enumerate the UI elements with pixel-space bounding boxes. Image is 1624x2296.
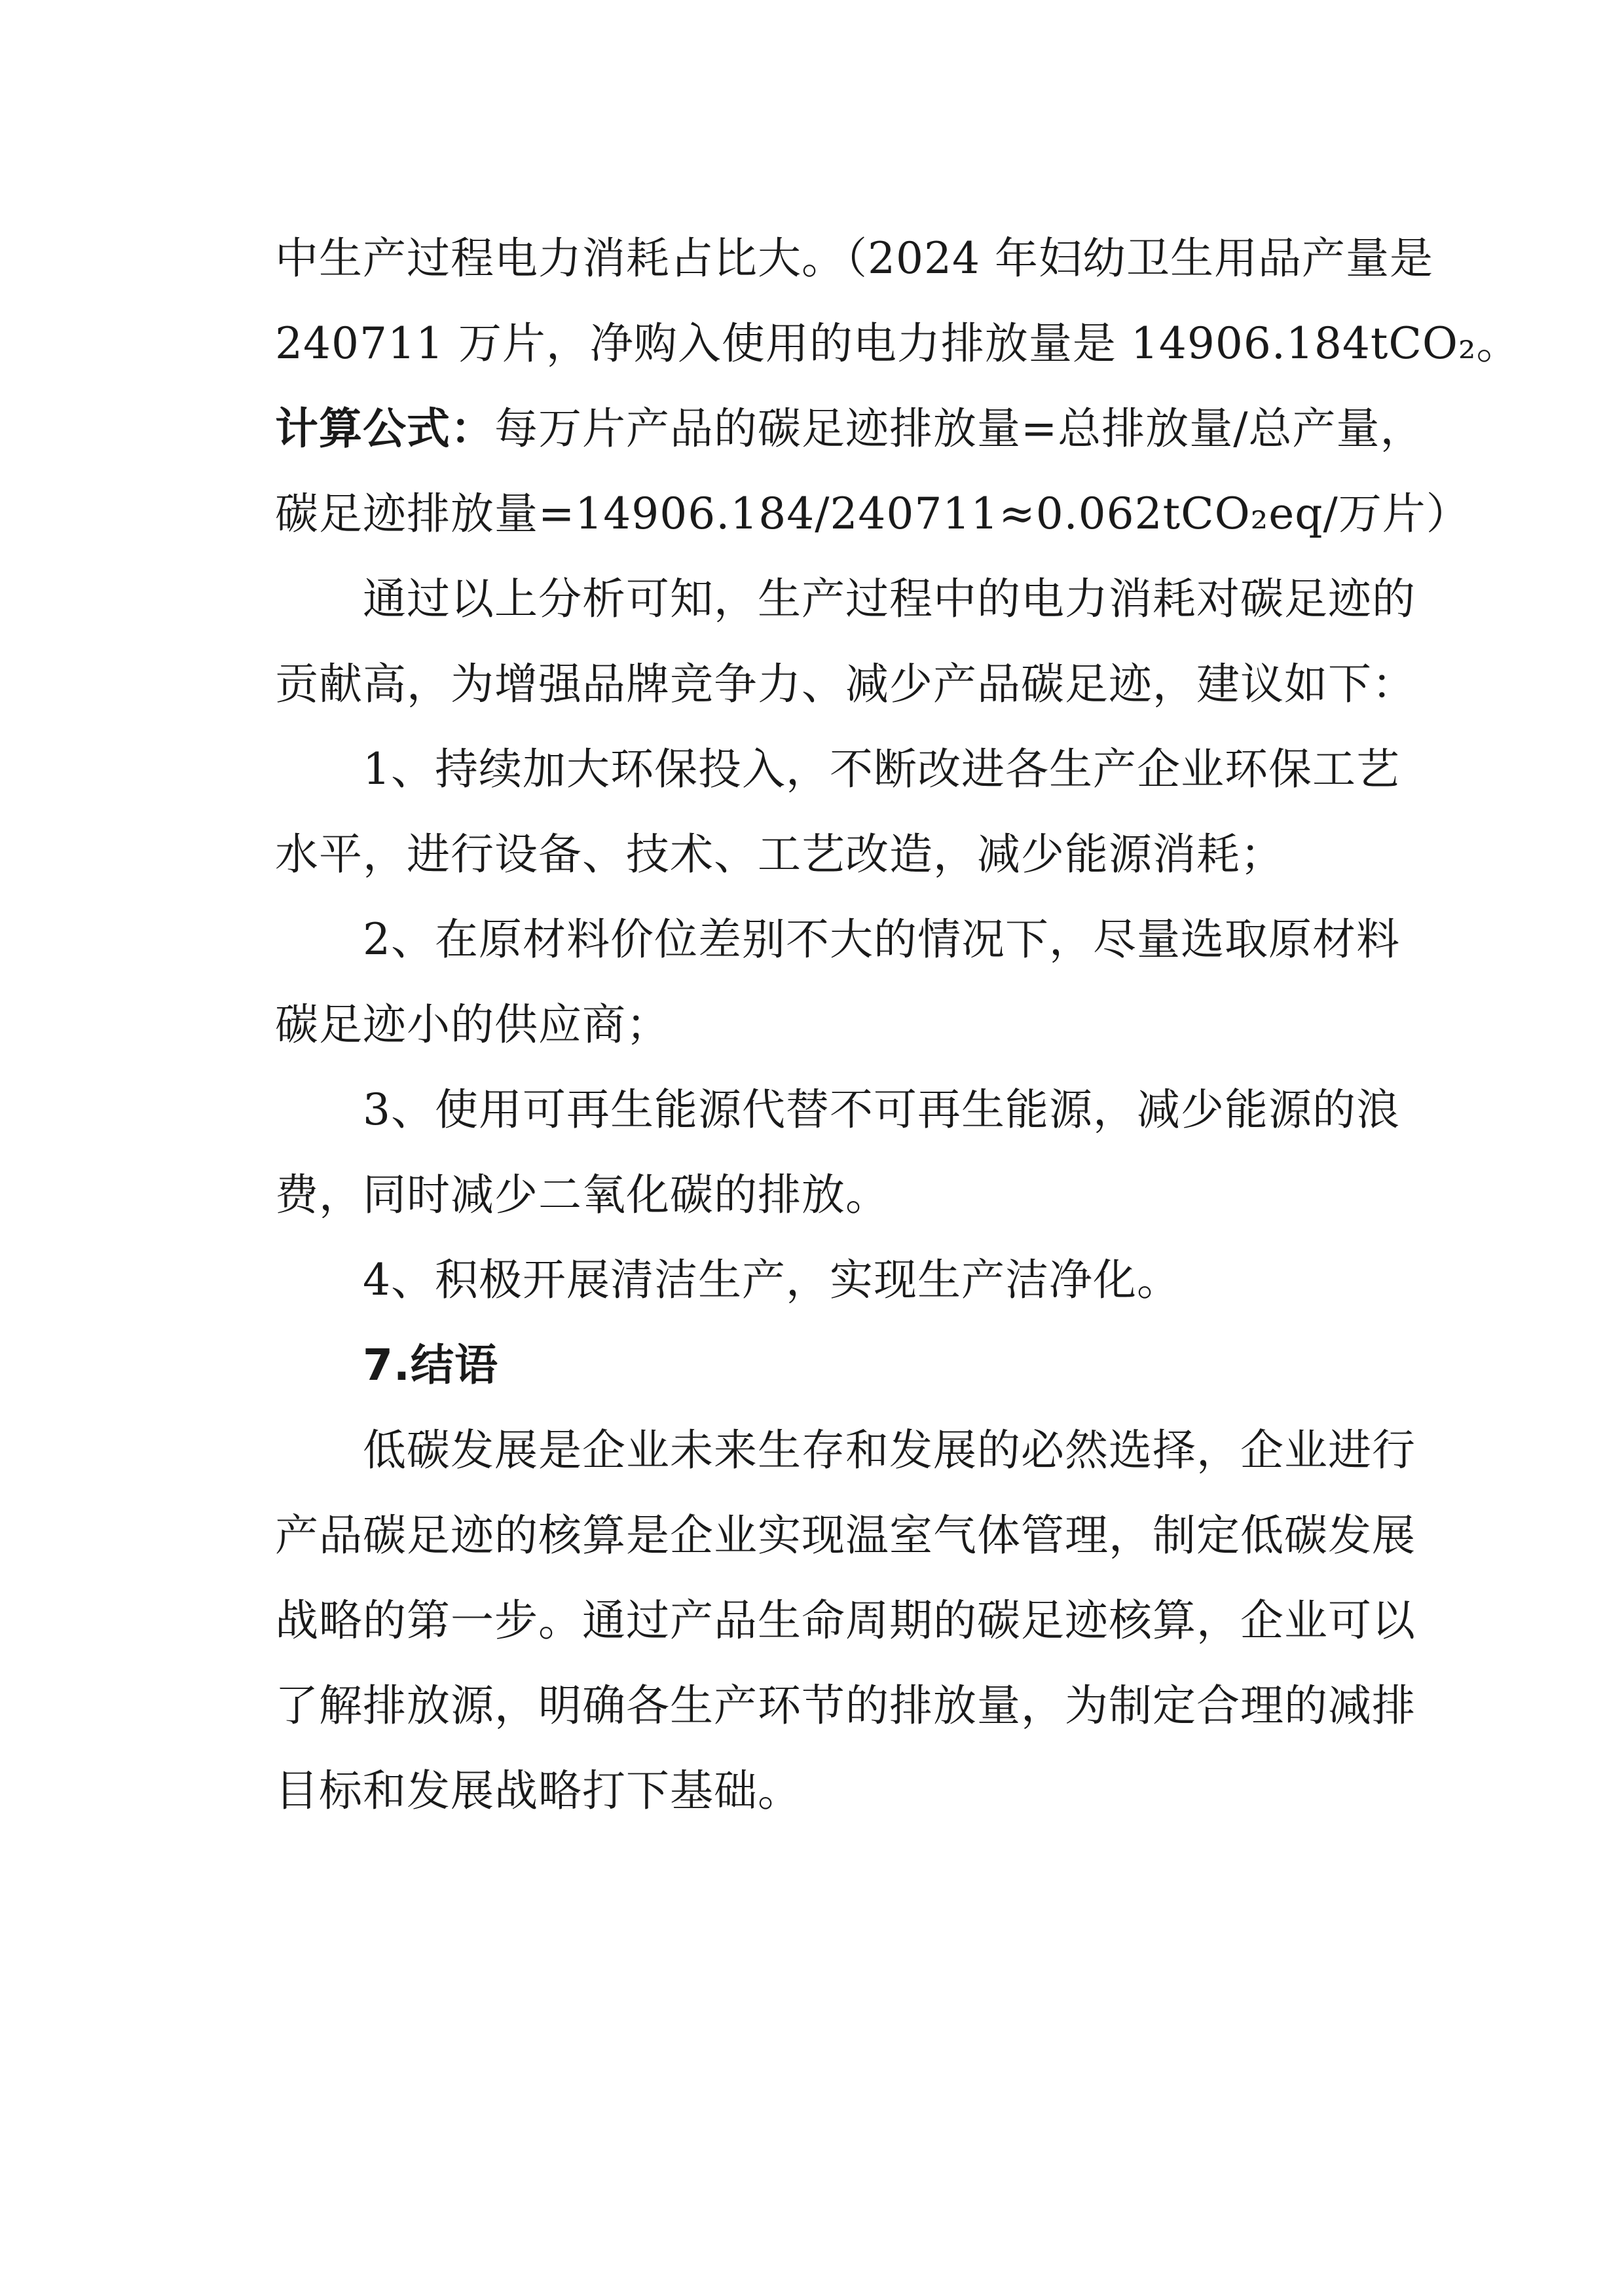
formula-result: 碳足迹排放量=14906.184/240711≈0.062tCO₂eq/万片） — [275, 489, 1470, 539]
suggestion-4: 4、积极开展清洁生产，实现生产洁净化。 — [363, 1255, 1181, 1305]
document-body — [275, 216, 1521, 1834]
formula-label: 计算公式： — [275, 403, 494, 454]
analysis-line: 通过以上分析可知，生产过程中的电力消耗对碳足迹的 — [363, 574, 1416, 624]
suggestion-1: 1、持续加大环保投入，不断改进各生产企业环保工艺 — [363, 744, 1400, 794]
suggestion-1-cont: 水平，进行设备、技术、工艺改造，减少能源消耗； — [275, 829, 1284, 880]
formula-line — [275, 386, 1424, 472]
text-line: 240711 万片，净购入使用的电力排放量是 14906.184tCO₂。 — [275, 318, 1521, 369]
conclusion-line: 战略的第一步。通过产品生命周期的碳足迹核算，企业可以 — [275, 1595, 1416, 1646]
suggestion-3: 3、使用可再生能源代替不可再生能源，减少能源的浪 — [363, 1084, 1400, 1135]
conclusion-line: 了解排放源，明确各生产环节的排放量，为制定合理的减排 — [275, 1680, 1416, 1731]
analysis-line: 贡献高，为增强品牌竞争力、减少产品碳足迹，建议如下： — [275, 659, 1416, 709]
formula-text: 每万片产品的碳足迹排放量=总排放量/总产量， — [494, 403, 1424, 454]
suggestion-2-cont: 碳足迹小的供应商； — [275, 999, 670, 1050]
conclusion-line: 低碳发展是企业未来生存和发展的必然选择，企业进行 — [363, 1425, 1416, 1475]
text-line: 中生产过程电力消耗占比大。（2024 年妇幼卫生用品产量是 — [275, 233, 1433, 284]
section-heading: 7.结语 — [363, 1340, 498, 1390]
conclusion-line: 目标和发展战略打下基础。 — [275, 1766, 802, 1816]
conclusion-line: 产品碳足迹的核算是企业实现温室气体管理，制定低碳发展 — [275, 1510, 1416, 1561]
suggestion-2: 2、在原材料价位差别不大的情况下，尽量选取原材料 — [363, 914, 1400, 965]
suggestion-3-cont: 费，同时减少二氧化碳的排放。 — [275, 1170, 889, 1220]
